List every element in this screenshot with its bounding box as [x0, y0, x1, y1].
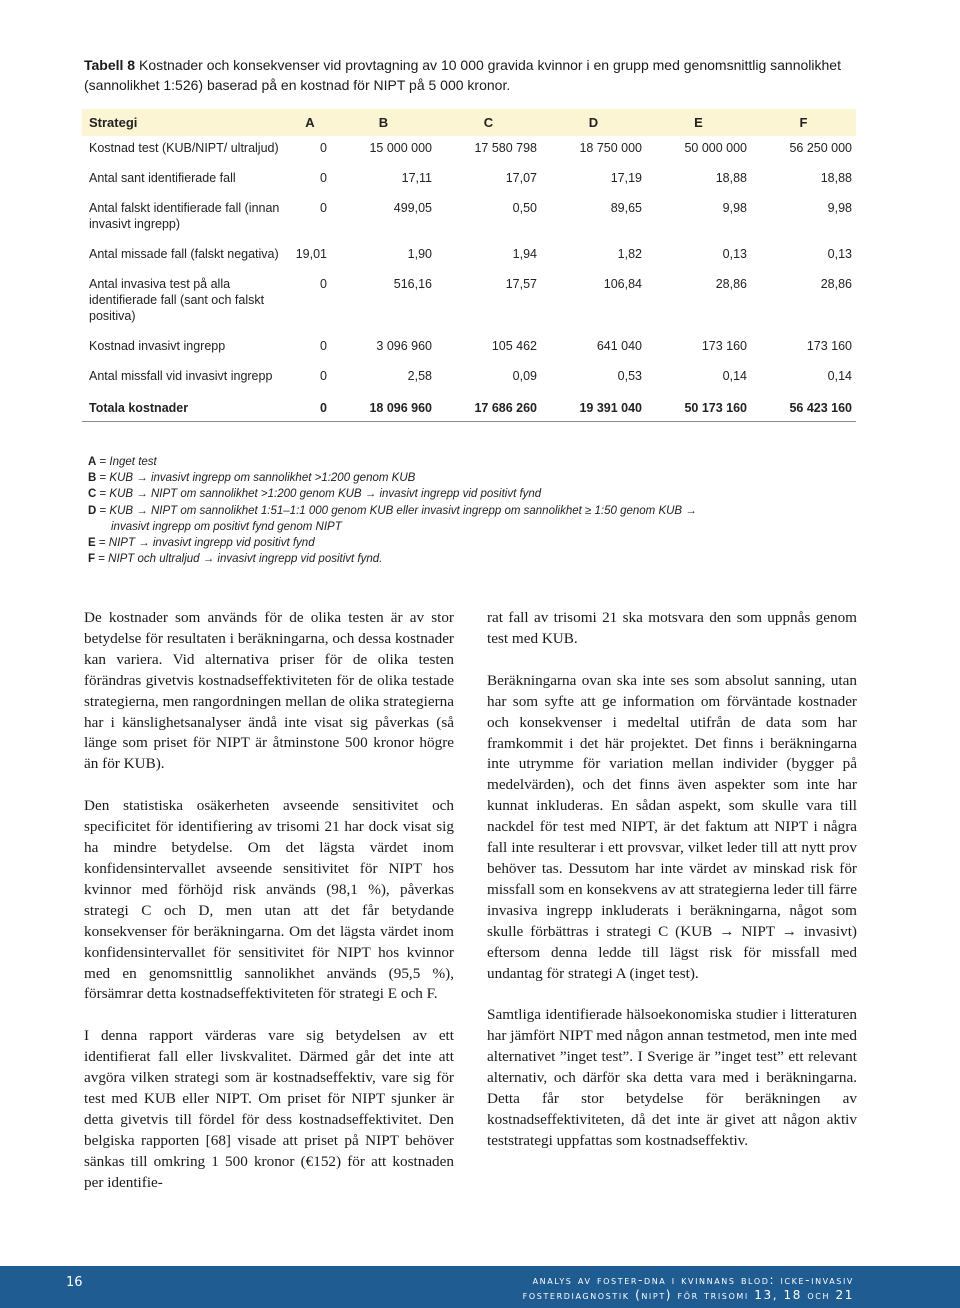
legend-item: F = NIPT och ultraljud → invasivt ingrepp vid positivt fynd. — [88, 553, 383, 566]
legend-text: invasivt ingrepp om positivt fynd genom NIPT — [111, 520, 342, 533]
page-footer — [0, 1266, 960, 1308]
header-b: B — [331, 109, 436, 136]
cell: 516,16 — [393, 277, 432, 291]
table-row — [82, 364, 856, 394]
table-row — [82, 272, 856, 334]
header-f: F — [751, 109, 856, 136]
cell: 0 — [320, 277, 327, 291]
cell: 3 096 960 — [376, 339, 432, 353]
paragraph: Den statistiska osäkerheten avseende sensitivitet och specificitet för identifiering av trisomi 21 har dock visat sig ha mindre betydelse. Om det lägsta värdet inom konfidensintervallet avseende sensitivitet för NIPT hos kvinnor med förhöjd risk används (98,1 %), påverkas strategi C och D, men utan att det får betydande konsekvenser för beräkningarna. Om det lägsta värdet inom konfidensintervallet för sensitivitet för NIPT hos kvinnor med en genomsnittlig sannolikhet används (95,5 %), försämrar detta kostnadseffektiviteten för strategi E och F. — [84, 797, 454, 1003]
table-row — [82, 166, 856, 196]
footer-title — [523, 1273, 854, 1303]
total-row — [82, 394, 856, 422]
header-c: C — [436, 109, 541, 136]
footer-title-line-1: analys av foster-dna i kvinnans blod: icke-invasiv — [532, 1273, 854, 1287]
legend-text: KUB → NIPT om sannolikhet 1:51–1:1 000 genom KUB eller invasivt ingrepp om sannolikhet ≥ 1:50 genom KUB → — [109, 504, 697, 517]
cost-table — [82, 109, 856, 422]
cell: 28,86 — [820, 277, 852, 291]
row-label: Kostnad test (KUB/NIPT/ ultraljud) — [89, 141, 279, 155]
paragraph: De kostnader som används för de olika testen är av stor betydelse för resultaten i beräkningarna, och dessa kostnader kan variera. Vid alternativa priser för de olika testen förändras givetvis kostnadseffektiviteten för de olika testade strategierna, men rangordningen mellan de olika strategierna har i känslighetsanalyser ändå inte visat sig påverkas (så länge som priset för NIPT är åtminstone 500 kronor högre än för KUB). — [84, 609, 454, 773]
cell: 18,88 — [820, 171, 852, 185]
cell: 499,05 — [393, 201, 432, 215]
cell: 105 462 — [491, 339, 537, 353]
table-row — [82, 334, 856, 364]
row-label: Antal invasiva test på alla identifierade fall (sant och falskt positiva) — [89, 277, 265, 323]
cell: 17,07 — [505, 171, 537, 185]
legend-key: E — [88, 537, 96, 550]
cell: 0 — [320, 201, 327, 215]
legend-item: C = KUB → NIPT om sannolikhet >1:200 genom KUB → invasivt ingrepp vid positivt fynd — [88, 488, 542, 501]
legend-key: D — [88, 504, 97, 517]
cell: 1,82 — [617, 247, 642, 261]
legend-item: A = Inget test — [88, 456, 157, 468]
cell: 50 000 000 — [684, 141, 747, 155]
cell: 641 040 — [596, 339, 642, 353]
cell: 0,53 — [617, 369, 642, 383]
header-a: A — [289, 109, 331, 136]
cell: 18 096 960 — [331, 394, 436, 422]
paragraph: rat fall av trisomi 21 ska motsvara den som uppnås genom test med KUB. — [487, 609, 857, 647]
table-row — [82, 136, 856, 166]
table-row — [82, 242, 856, 272]
cell: 89,65 — [610, 201, 642, 215]
legend-key: A — [88, 456, 97, 468]
cell: 17,57 — [505, 277, 537, 291]
cell: 50 173 160 — [646, 394, 751, 422]
legend-text: Inget test — [109, 456, 157, 468]
cell: 17 580 798 — [474, 141, 537, 155]
cell: 0 — [320, 369, 327, 383]
cell: 0 — [320, 339, 327, 353]
cell: 56 423 160 — [751, 394, 856, 422]
cell: 19 391 040 — [541, 394, 646, 422]
legend-text: KUB → NIPT om sannolikhet >1:200 genom KUB → invasivt ingrepp vid positivt fynd — [109, 488, 542, 501]
table-caption — [84, 55, 874, 95]
cell: 19,01 — [295, 247, 327, 261]
row-label: Antal falskt identifierade fall (innan invasivt ingrepp) — [89, 201, 280, 231]
cell: 18 750 000 — [579, 141, 642, 155]
header-strategi: Strategi — [82, 109, 289, 136]
table-header-row — [82, 109, 856, 136]
cell: 15 000 000 — [369, 141, 432, 155]
cell: 17,19 — [610, 171, 642, 185]
row-label: Antal missade fall (falskt negativa) — [89, 247, 279, 261]
cell: 18,88 — [715, 171, 747, 185]
legend-key: B — [88, 472, 97, 485]
cell: 0 — [289, 394, 331, 422]
row-label: Totala kostnader — [82, 394, 289, 422]
table-caption-label: Tabell 8 — [84, 57, 136, 73]
header-d: D — [541, 109, 646, 136]
legend-text: NIPT → invasivt ingrepp vid positivt fynd — [108, 537, 315, 550]
page-number: 16 — [66, 1275, 83, 1290]
body-column-right — [487, 608, 857, 1173]
cell: 106,84 — [603, 277, 642, 291]
header-e: E — [646, 109, 751, 136]
legend-key: C — [88, 488, 97, 501]
table-caption-text: Kostnader och konsekvenser vid provtagning av 10 000 gravida kvinnor i en grupp med genomsnittlig sannolikhet (sannolikhet 1:526) baserad på en kostnad för NIPT på 5 000 kronor. — [84, 57, 841, 93]
cell: 173 160 — [806, 339, 852, 353]
cell: 0 — [320, 141, 327, 155]
legend-item: B = KUB → invasivt ingrepp om sannolikhet >1:200 genom KUB — [88, 472, 416, 485]
legend-key: F — [88, 553, 96, 566]
cell: 0,13 — [722, 247, 747, 261]
cell: 28,86 — [715, 277, 747, 291]
table-row — [82, 196, 856, 242]
paragraph: Beräkningarna ovan ska inte ses som absolut sanning, utan har som syfte att ge information om förväntade kostnader och konsekvenser i medeltal utifrån de data som har framkommit i det här projektet. Det finns i beräkningarna inte utrymme för variation mellan individer (bygger på medelvärden), och det finns även aspekter som inte har kunnat inkluderas. En sådan aspekt, som skulle vara till nackdel för test med NIPT, är det faktum att NIPT i några fall inte resulterar i ett provsvar, vilket leder till att nytt prov behöver tas. Dessutom har inte värdet av minskad risk för missfall som en konsekvens av att strategierna leder till färre invasiva ingrepp inkluderats i beräkningarna, något som skulle förbättras i strategi C (KUB → NIPT → invasivt) eftersom denna ledde till lägst risk för missfall med undantag för strategi A (inget test). — [487, 671, 857, 982]
legend-item: E = NIPT → invasivt ingrepp vid positivt fynd — [88, 537, 315, 550]
cell: 173 160 — [701, 339, 747, 353]
legend-text: NIPT och ultraljud → invasivt ingrepp vid positivt fynd. — [108, 553, 383, 566]
body-column-left — [84, 608, 454, 1215]
legend-item: D = KUB → NIPT om sannolikhet 1:51–1:1 000 genom KUB eller invasivt ingrepp om sannolikhet ≥ 1:50 genom KUB → — [88, 504, 697, 517]
cell: 2,58 — [407, 369, 432, 383]
row-label: Antal missfall vid invasivt ingrepp — [89, 369, 273, 383]
cell: 0,14 — [827, 369, 852, 383]
legend-text: KUB → invasivt ingrepp om sannolikhet >1:200 genom KUB — [109, 472, 416, 485]
cell: 0,14 — [722, 369, 747, 383]
cell: 0,50 — [512, 201, 537, 215]
cell: 0,09 — [512, 369, 537, 383]
table-legend — [88, 454, 788, 567]
cell: 17 686 260 — [436, 394, 541, 422]
row-label: Antal sant identifierade fall — [89, 171, 236, 185]
cell: 1,94 — [512, 247, 537, 261]
cell: 56 250 000 — [789, 141, 852, 155]
footer-title-line-2: fosterdiagnostik (nipt) för trisomi 13, 18 och 21 — [522, 1288, 854, 1302]
cell: 0 — [320, 171, 327, 185]
paragraph: Samtliga identifierade hälsoekonomiska studier i litteraturen har jämfört NIPT med någon annan testmetod, men inte med alternativet ”inget test”. I Sverige är ”inget test” ett relevant alternativ, och därför ska detta vara med i beräkningarna. Detta får stor betydelse för beräkningen av kostnadseffektiviteten, då det inte är givet att någon aktiv teststrategi uppfattas som kostnadseffektiv. — [487, 1006, 857, 1149]
cell: 17,11 — [401, 171, 432, 185]
cell: 9,98 — [722, 201, 747, 215]
legend-item-continued — [88, 519, 788, 535]
cell: 1,90 — [407, 247, 432, 261]
cell: 0,13 — [827, 247, 852, 261]
row-label: Kostnad invasivt ingrepp — [89, 339, 226, 353]
paragraph: I denna rapport värderas vare sig betydelsen av ett identifierat fall eller livskvalitet. Därmed går det inte att avgöra vilken strategi som är kostnadseffektiv, vare sig för test med KUB eller NIPT. Om priset för NIPT sjunker är detta givetvis till fördel för dess kostnadseffektivitet. Den belgiska rapporten [68] visade att priset på NIPT behöver sänkas till omkring 1 500 kronor (€152) för att kostnaden per identifie- — [84, 1027, 454, 1191]
cell: 9,98 — [827, 201, 852, 215]
